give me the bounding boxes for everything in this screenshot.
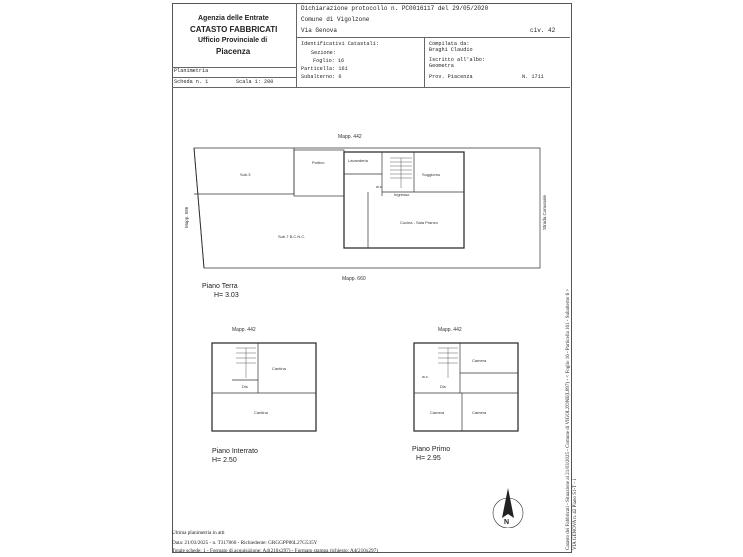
room-portico: Portico xyxy=(312,160,325,165)
profession-label: Geometra xyxy=(429,63,454,69)
h-terra-label: H= 3.03 xyxy=(214,292,239,299)
comune-line: Comune di Vigolzone xyxy=(301,16,370,23)
room-sub3: Sub.3 xyxy=(240,172,251,177)
room-camera-1: Camera xyxy=(472,358,487,363)
room-cantina-2: Cantina xyxy=(254,410,268,415)
north-label: N xyxy=(504,519,510,526)
h-primo-label: H= 2.95 xyxy=(416,455,441,462)
mapp-interrato-label: Mapp. 442 xyxy=(232,327,256,333)
mapp-left-label: Mapp. 586 xyxy=(184,206,189,228)
compilata-title: Compilata da: xyxy=(429,41,470,47)
prov-label: Prov. Piacenza xyxy=(429,74,473,80)
albo-number: N. 1711 xyxy=(522,74,544,80)
particella-line: Particella: 161 xyxy=(301,66,348,72)
subalterno-line: Subalterno: 6 xyxy=(301,74,342,80)
foglio-line: Foglio: 16 xyxy=(313,58,345,64)
room-soggiorno: Soggiorno xyxy=(422,172,441,177)
room-wc-primo: w.c. xyxy=(422,374,429,379)
iscritto-label: Iscritto all'albo: xyxy=(429,57,486,63)
room-ingresso: Ingresso xyxy=(394,192,410,197)
mapp-primo-label: Mapp. 442 xyxy=(438,327,462,333)
agency-name: Agenzia delle Entrate xyxy=(198,15,269,22)
sezione-line: Sezione: xyxy=(311,50,336,56)
piano-primo-label: Piano Primo xyxy=(412,446,451,453)
planimetria-label: Planimetria xyxy=(174,68,209,74)
floor-plan-drawing xyxy=(172,88,570,528)
catasto-title: CATASTO FABBRICATI xyxy=(190,25,278,34)
compilata-name: Braghi Claudio xyxy=(429,47,473,53)
strada-label: Strada Comunale xyxy=(542,194,547,230)
data-line: Data: 21/03/2025 - n. T317860 - Richiedente: GRGGPP86L27G535Y xyxy=(172,540,318,546)
side-info-2: VIA GENOVA n. 42 Piano S1-T - 1 xyxy=(573,478,578,550)
room-camera-2: Camera xyxy=(430,410,445,415)
totale-line: Totale schede: 1 - Formato di acquisizione: A4(210x297) - Formato stampa richiesto: A4(210x297) xyxy=(172,548,378,554)
side-info-1: Catasto dei Fabbricati - Situazione al 21/03/2025 - Comune di VIGOLZONE(L897) - < Foglio 16 - Particella 161 - Subalterno 6 > xyxy=(566,288,571,550)
protocol-line: Dichiarazione protocollo n. PC0016117 del 29/05/2020 xyxy=(301,5,489,12)
civ-line: civ. 42 xyxy=(530,27,556,34)
ultima-label: Ultima planimetria in atti xyxy=(172,530,225,536)
piano-interrato-label: Piano Interrato xyxy=(212,448,258,455)
province-name: Piacenza xyxy=(216,47,251,56)
room-wc: w.c. xyxy=(376,184,383,189)
room-cucina: Cucina - Sala Pranzo xyxy=(400,220,438,225)
room-cantina-1: Cantina xyxy=(272,366,286,371)
room-dis-interrato: Dis xyxy=(242,384,248,389)
mapp-top-label: Mapp. 442 xyxy=(338,134,362,140)
north-arrow-icon xyxy=(502,488,514,518)
mapp-bottom-label: Mapp. 660 xyxy=(342,276,366,282)
scala-label: Scala 1: 200 xyxy=(236,79,274,85)
piano-terra-label: Piano Terra xyxy=(202,283,238,290)
room-sub7: Sub.7 B.C.N.C. xyxy=(278,234,306,239)
room-lavanderia: Lavanderia xyxy=(348,158,368,163)
identificativi-title: Identificativi Catastali: xyxy=(301,41,379,47)
lot-outline xyxy=(194,148,540,268)
address-line: Via Genova xyxy=(301,27,338,34)
scheda-label: Scheda n. 1 xyxy=(174,79,209,85)
room-camera-3: Camera xyxy=(472,410,487,415)
room-dis-primo: Dis xyxy=(440,384,446,389)
ufficio-label: Ufficio Provinciale di xyxy=(198,37,268,44)
h-interrato-label: H= 2.50 xyxy=(212,457,237,464)
